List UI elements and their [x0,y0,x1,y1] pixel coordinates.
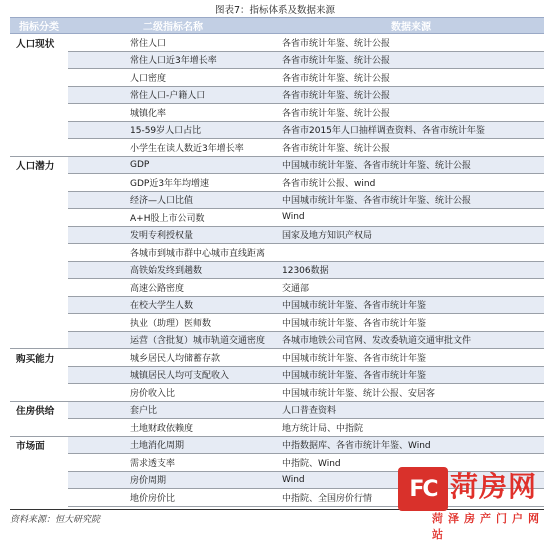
source-cell: 各省市统计年鉴、统计公报 [278,34,544,52]
table-row [10,331,544,349]
table-row [10,86,544,104]
category-cell [10,419,68,437]
source-cell: 中国城市统计年鉴、各省市统计年鉴 [278,349,544,367]
category-cell [10,86,68,104]
category-cell [10,314,68,332]
indicator-table [10,17,544,507]
source-cell: 中国城市统计年鉴、各省市统计年鉴、统计公报 [278,156,544,174]
table-row [10,366,544,384]
source-cell: 中国城市统计年鉴、各省市统计年鉴、统计公报 [278,191,544,209]
category-cell [10,209,68,227]
header-indicator: 二级指标名称 [68,18,278,34]
table-row [10,34,544,52]
table-row [10,174,544,192]
table-row [10,209,544,227]
category-cell [10,174,68,192]
source-cell: Wind [278,209,544,227]
indicator-cell: 高速公路密度 [68,279,278,297]
indicator-cell: GDP近3年年均增速 [68,174,278,192]
indicator-cell: 运营（含批复）城市轨道交通密度 [68,331,278,349]
indicator-cell: GDP [68,156,278,174]
category-cell [10,366,68,384]
table-row [10,279,544,297]
header-source: 数据来源 [278,18,544,34]
indicator-cell: 土地消化周期 [68,436,278,454]
source-cell: 中国城市统计年鉴、各省市统计年鉴 [278,366,544,384]
category-cell [10,226,68,244]
table-row [10,156,544,174]
table-row [10,419,544,437]
source-cell: 12306数据 [278,261,544,279]
source-cell: 中国城市统计年鉴、各省市统计年鉴 [278,296,544,314]
table-caption: 图表7：指标体系及数据来源 [214,5,336,16]
indicator-cell: 地价房价比 [68,489,278,507]
category-cell [10,279,68,297]
category-cell [10,331,68,349]
source-cell: 各省市统计年鉴、统计公报 [278,51,544,69]
table-row [10,51,544,69]
category-cell [10,471,68,489]
source-cell: 交通部 [278,279,544,297]
source-note: 资料来源：恒大研究院 [10,515,101,525]
indicator-cell: A+H股上市公司数 [68,209,278,227]
source-cell: 中指数据库、各省市统计年鉴、Wind [278,436,544,454]
indicator-cell: 小学生在读人数近3年增长率 [68,139,278,157]
source-cell: 人口普查资料 [278,401,544,419]
indicator-cell: 人口密度 [68,69,278,87]
category-cell [10,51,68,69]
source-cell: 中国城市统计年鉴、各省市统计年鉴 [278,314,544,332]
indicator-cell: 常住人口-户籍人口 [68,86,278,104]
source-cell: 各省市统计年鉴、统计公报 [278,86,544,104]
table-row [10,69,544,87]
indicator-cell: 各城市到城市群中心城市直线距离 [68,244,278,262]
indicator-cell: 城镇化率 [68,104,278,122]
table-row [10,349,544,367]
category-cell: 购买能力 [10,349,68,367]
category-cell: 人口潜力 [10,156,68,174]
indicator-cell: 15-59岁人口占比 [68,121,278,139]
category-cell [10,69,68,87]
indicator-cell: 需求透支率 [68,454,278,472]
category-cell [10,139,68,157]
table-row [10,226,544,244]
indicator-cell: 发明专利授权量 [68,226,278,244]
indicator-cell: 城乡居民人均储蓄存款 [68,349,278,367]
category-cell: 人口现状 [10,34,68,52]
category-cell [10,489,68,507]
category-cell [10,261,68,279]
watermark-logo: FC [398,467,448,511]
source-cell: 各省市统计年鉴、统计公报 [278,104,544,122]
watermark-site-name: 菏房网 [450,470,538,503]
header-category: 指标分类 [10,18,68,34]
indicator-cell: 房价周期 [68,471,278,489]
category-cell: 市场面 [10,436,68,454]
table-row [10,121,544,139]
table-row [10,191,544,209]
indicator-cell: 土地财政依赖度 [68,419,278,437]
indicator-cell: 在校大学生人数 [68,296,278,314]
category-cell [10,296,68,314]
source-cell: 国家及地方知识产权局 [278,226,544,244]
category-cell [10,384,68,402]
category-cell [10,454,68,472]
category-cell [10,244,68,262]
table-row [10,436,544,454]
source-cell: 中指院、全国房价行情 [278,489,544,507]
table-row [10,314,544,332]
site-watermark [398,467,550,541]
table-row [10,401,544,419]
source-cell: Wind [278,471,544,489]
source-cell: 各省市统计年鉴、统计公报 [278,139,544,157]
table-row [10,296,544,314]
source-cell: 各省市统计年鉴、统计公报 [278,69,544,87]
indicator-cell: 常住人口近3年增长率 [68,51,278,69]
category-cell [10,121,68,139]
category-cell: 住房供给 [10,401,68,419]
watermark-tagline: 菏泽房产门户网站 [432,512,544,541]
indicator-cell: 常住人口 [68,34,278,52]
source-cell: 中指院、Wind [278,454,544,472]
indicator-cell: 经济—人口比值 [68,191,278,209]
source-cell: 中国城市统计年鉴、统计公报、安居客 [278,384,544,402]
table-header-row [10,18,544,34]
table-row [10,139,544,157]
table-row [10,104,544,122]
indicator-cell: 执业（助理）医师数 [68,314,278,332]
table-row [10,244,544,262]
category-cell [10,104,68,122]
table-row [10,261,544,279]
category-cell [10,191,68,209]
indicator-cell: 城镇居民人均可支配收入 [68,366,278,384]
source-cell [278,244,544,262]
source-cell: 各省市统计公报、wind [278,174,544,192]
table-row [10,384,544,402]
source-cell: 各城市地铁公司官网、发改委轨道交通审批文件 [278,331,544,349]
indicator-cell: 高铁始发终到趟数 [68,261,278,279]
indicator-cell: 套户比 [68,401,278,419]
source-cell: 地方统计局、中指院 [278,419,544,437]
source-cell: 各省市2015年人口抽样调查资料、各省市统计年鉴 [278,121,544,139]
indicator-cell: 房价收入比 [68,384,278,402]
